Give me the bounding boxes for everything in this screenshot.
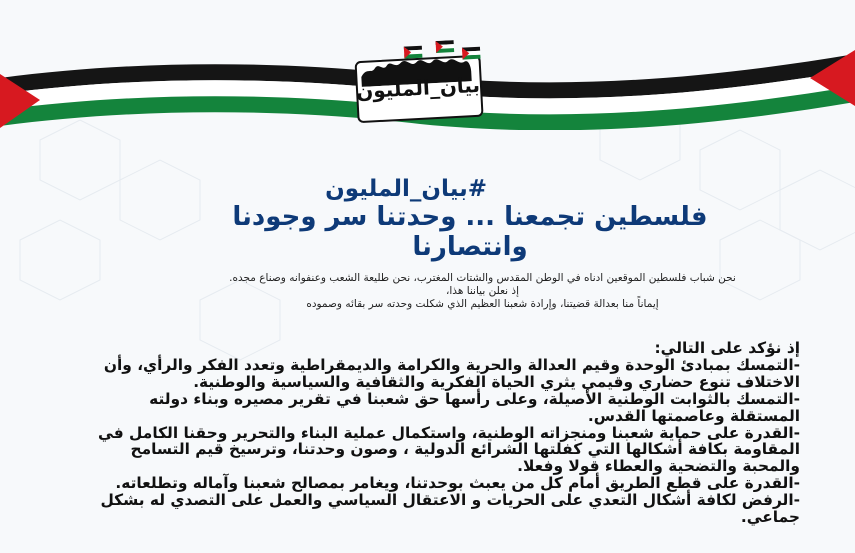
declaration-line: -التمسك بالثوابت الوطنية الأصيلة، وعلى رأسها حق شعبنا في تقرير مصيره وبناء دولته (149, 389, 800, 408)
declaration-line: -القدرة على قطع الطريق أمام كل من يعبث بوحدتنا، ويغامر بمصالح شعبنا وآماله وتطلعاته. (115, 474, 800, 493)
intro-line: إذ نعلن بياننا هذا، (446, 285, 519, 297)
declaration-line: جماعي. (740, 508, 800, 527)
intro-line: نحن شباب فلسطين الموقعين ادناه في الوطن المقدس والشتات المغترب، نحن طليعة الشعب وعنفوانه وصناع مجده. (229, 272, 736, 284)
declaration-line: -القدرة على حماية شعبنا ومنجزاته الوطنية، واستكمال عملية البناء والتحرير وحقنا الكامل في (98, 423, 800, 442)
intro-line: إيماناً منا بعدالة قضيتنا، وإرادة شعبنا العظيم الذي شكلت وحدته سر بقائه وصموده (306, 298, 659, 310)
declaration-line: -التمسك بمبادئ الوحدة وقيم العدالة والحرية والكرامة والديمقراطية وتعدد الفكر والرأي، وأن (103, 355, 800, 374)
declaration-body (52, 340, 800, 526)
declaration-heading: إذ نؤكد على التالي: (654, 339, 800, 357)
bayan-million-logo (336, 44, 500, 132)
declaration-line: الاختلاف تنوع حضاري وقيمي يثري الحياة الفكرية والثقافية والسياسية والوطنية. (193, 372, 800, 391)
declaration-line: والمحبة والتضحية والعطاء قولا وفعلا. (517, 457, 800, 476)
hashtag-title: #بيان_المليون (325, 176, 487, 202)
declaration-line: المستقلة وعاصمتها القدس. (587, 406, 800, 425)
slogan-title: فلسطين تجمعنا ... وحدتنا سر وجودنا وانتصارنا (232, 202, 708, 262)
intro-paragraph (190, 272, 775, 311)
declaration-line: المقاومة بكافة أشكالها التي كفلتها الشرائع الدولية ، وصون وحدتنا، وترسيخ قيم التسامح (130, 440, 800, 459)
logo-text: بيان_المليون (355, 72, 481, 104)
declaration-line: -الرفض لكافة أشكال التعدي على الحريات و الاعتقال السياسي والعمل على التصدي له بشكل (100, 491, 800, 510)
small-flags-icon (396, 38, 487, 67)
